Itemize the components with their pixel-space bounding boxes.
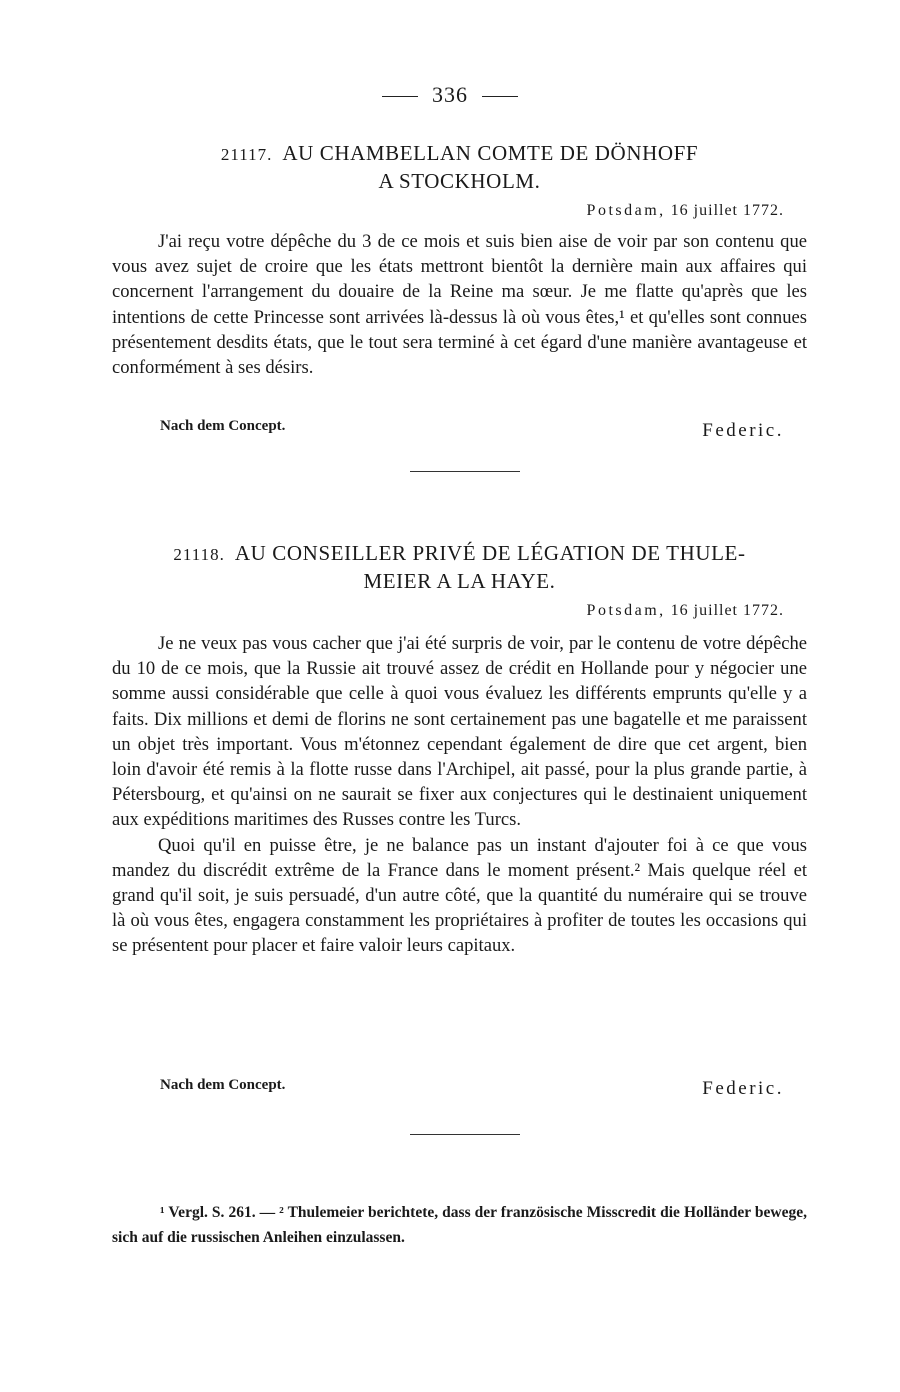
page-number-dash-left xyxy=(382,96,418,97)
signature: Federic. xyxy=(702,420,784,441)
letter-heading-line2: MEIER A LA HAYE. xyxy=(363,569,556,593)
letter-dateline xyxy=(587,202,784,220)
letter-dateline xyxy=(587,602,784,620)
signature: Federic. xyxy=(702,1078,784,1099)
section-divider xyxy=(410,1134,520,1135)
letter-number: 21117. xyxy=(220,145,273,164)
source-note: Nach dem Concept. xyxy=(160,418,286,434)
letter-number: 21118. xyxy=(173,545,225,564)
letter-paragraph: Quoi qu'il en puisse être, je ne balance pas un instant d'ajouter foi à ce que vous mandez du discrédit extrême de la France dans le moment présent.² Mais quelque réel et grand qu'il soit, je suis persuadé, d'un autre côté, que la quantité du numéraire qui se trouve là où vous êtes, engagera constamment les propriétaires à profiter de toutes les occasions qui se présentent pour placer et faire valoir leurs capitaux. xyxy=(112,834,807,957)
dateline-place: Potsdam, xyxy=(586,202,666,219)
letter-heading-21117 xyxy=(112,140,807,195)
letter-body-21118 xyxy=(112,631,807,959)
page-number-text: 336 xyxy=(432,82,468,107)
page-number-dash-right xyxy=(482,96,518,97)
letter-paragraph: J'ai reçu votre dépêche du 3 de ce mois et suis bien aise de voir par son contenu que vous avez sujet de croire que les états mettront bientôt la dernière main aux affaires qui concernent l'arrangement du douaire de la Reine ma sœur. Je me flatte qu'après que les intentions de cette Princesse sont arrivées là-dessus là où vous êtes,¹ et qu'elles sont connues présentement desdits états, que le tout sera terminé à cet égard d'une manière avantageuse et conformément à ses désirs. xyxy=(112,231,807,379)
letter-paragraph: Je ne veux pas vous cacher que j'ai été surpris de voir, par le contenu de votre dépêche du 10 de ce mois, que la Russie ait trouvé assez de crédit en Hollande pour y négocier une somme aussi considérable que celle à quoi vous évaluez les différents emprunts qu'elle y a faits. Dix millions et demi de florins ne sont certainement pas une bagatelle et me paraissent un objet très important. Vous m'étonnez cependant également de dire que cet argent, bien loin d'avoir été remis à la flotte russe dans l'Archipel, ait passé, pour la plus grande partie, à Pétersbourg, et qu'ainsi on ne saurait se fixer aux conjectures qui le destinaient uniquement aux expéditions maritimes des Russes contre les Turcs. xyxy=(112,633,807,831)
letter-heading-21118 xyxy=(112,540,807,595)
page-number xyxy=(0,82,900,108)
dateline-date: 16 juillet 1772. xyxy=(670,202,784,219)
footnote-text: ¹ Vergl. S. 261. — ² Thulemeier berichtete, dass der französische Misscredit die Holländer bewege, sich auf die russischen Anleihen einzulassen. xyxy=(112,1204,807,1246)
section-divider xyxy=(410,471,520,472)
dateline-place: Potsdam, xyxy=(586,602,666,619)
letter-heading-line2: A STOCKHOLM. xyxy=(378,169,541,193)
dateline-date: 16 juillet 1772. xyxy=(670,602,784,619)
letter-heading-line1: AU CONSEILLER PRIVÉ DE LÉGATION DE THULE- xyxy=(234,541,746,565)
letter-body-21117 xyxy=(112,229,807,380)
letter-heading-line1: AU CHAMBELLAN COMTE DE DÖNHOFF xyxy=(282,141,699,165)
footnotes xyxy=(112,1200,807,1250)
source-note: Nach dem Concept. xyxy=(160,1077,286,1093)
